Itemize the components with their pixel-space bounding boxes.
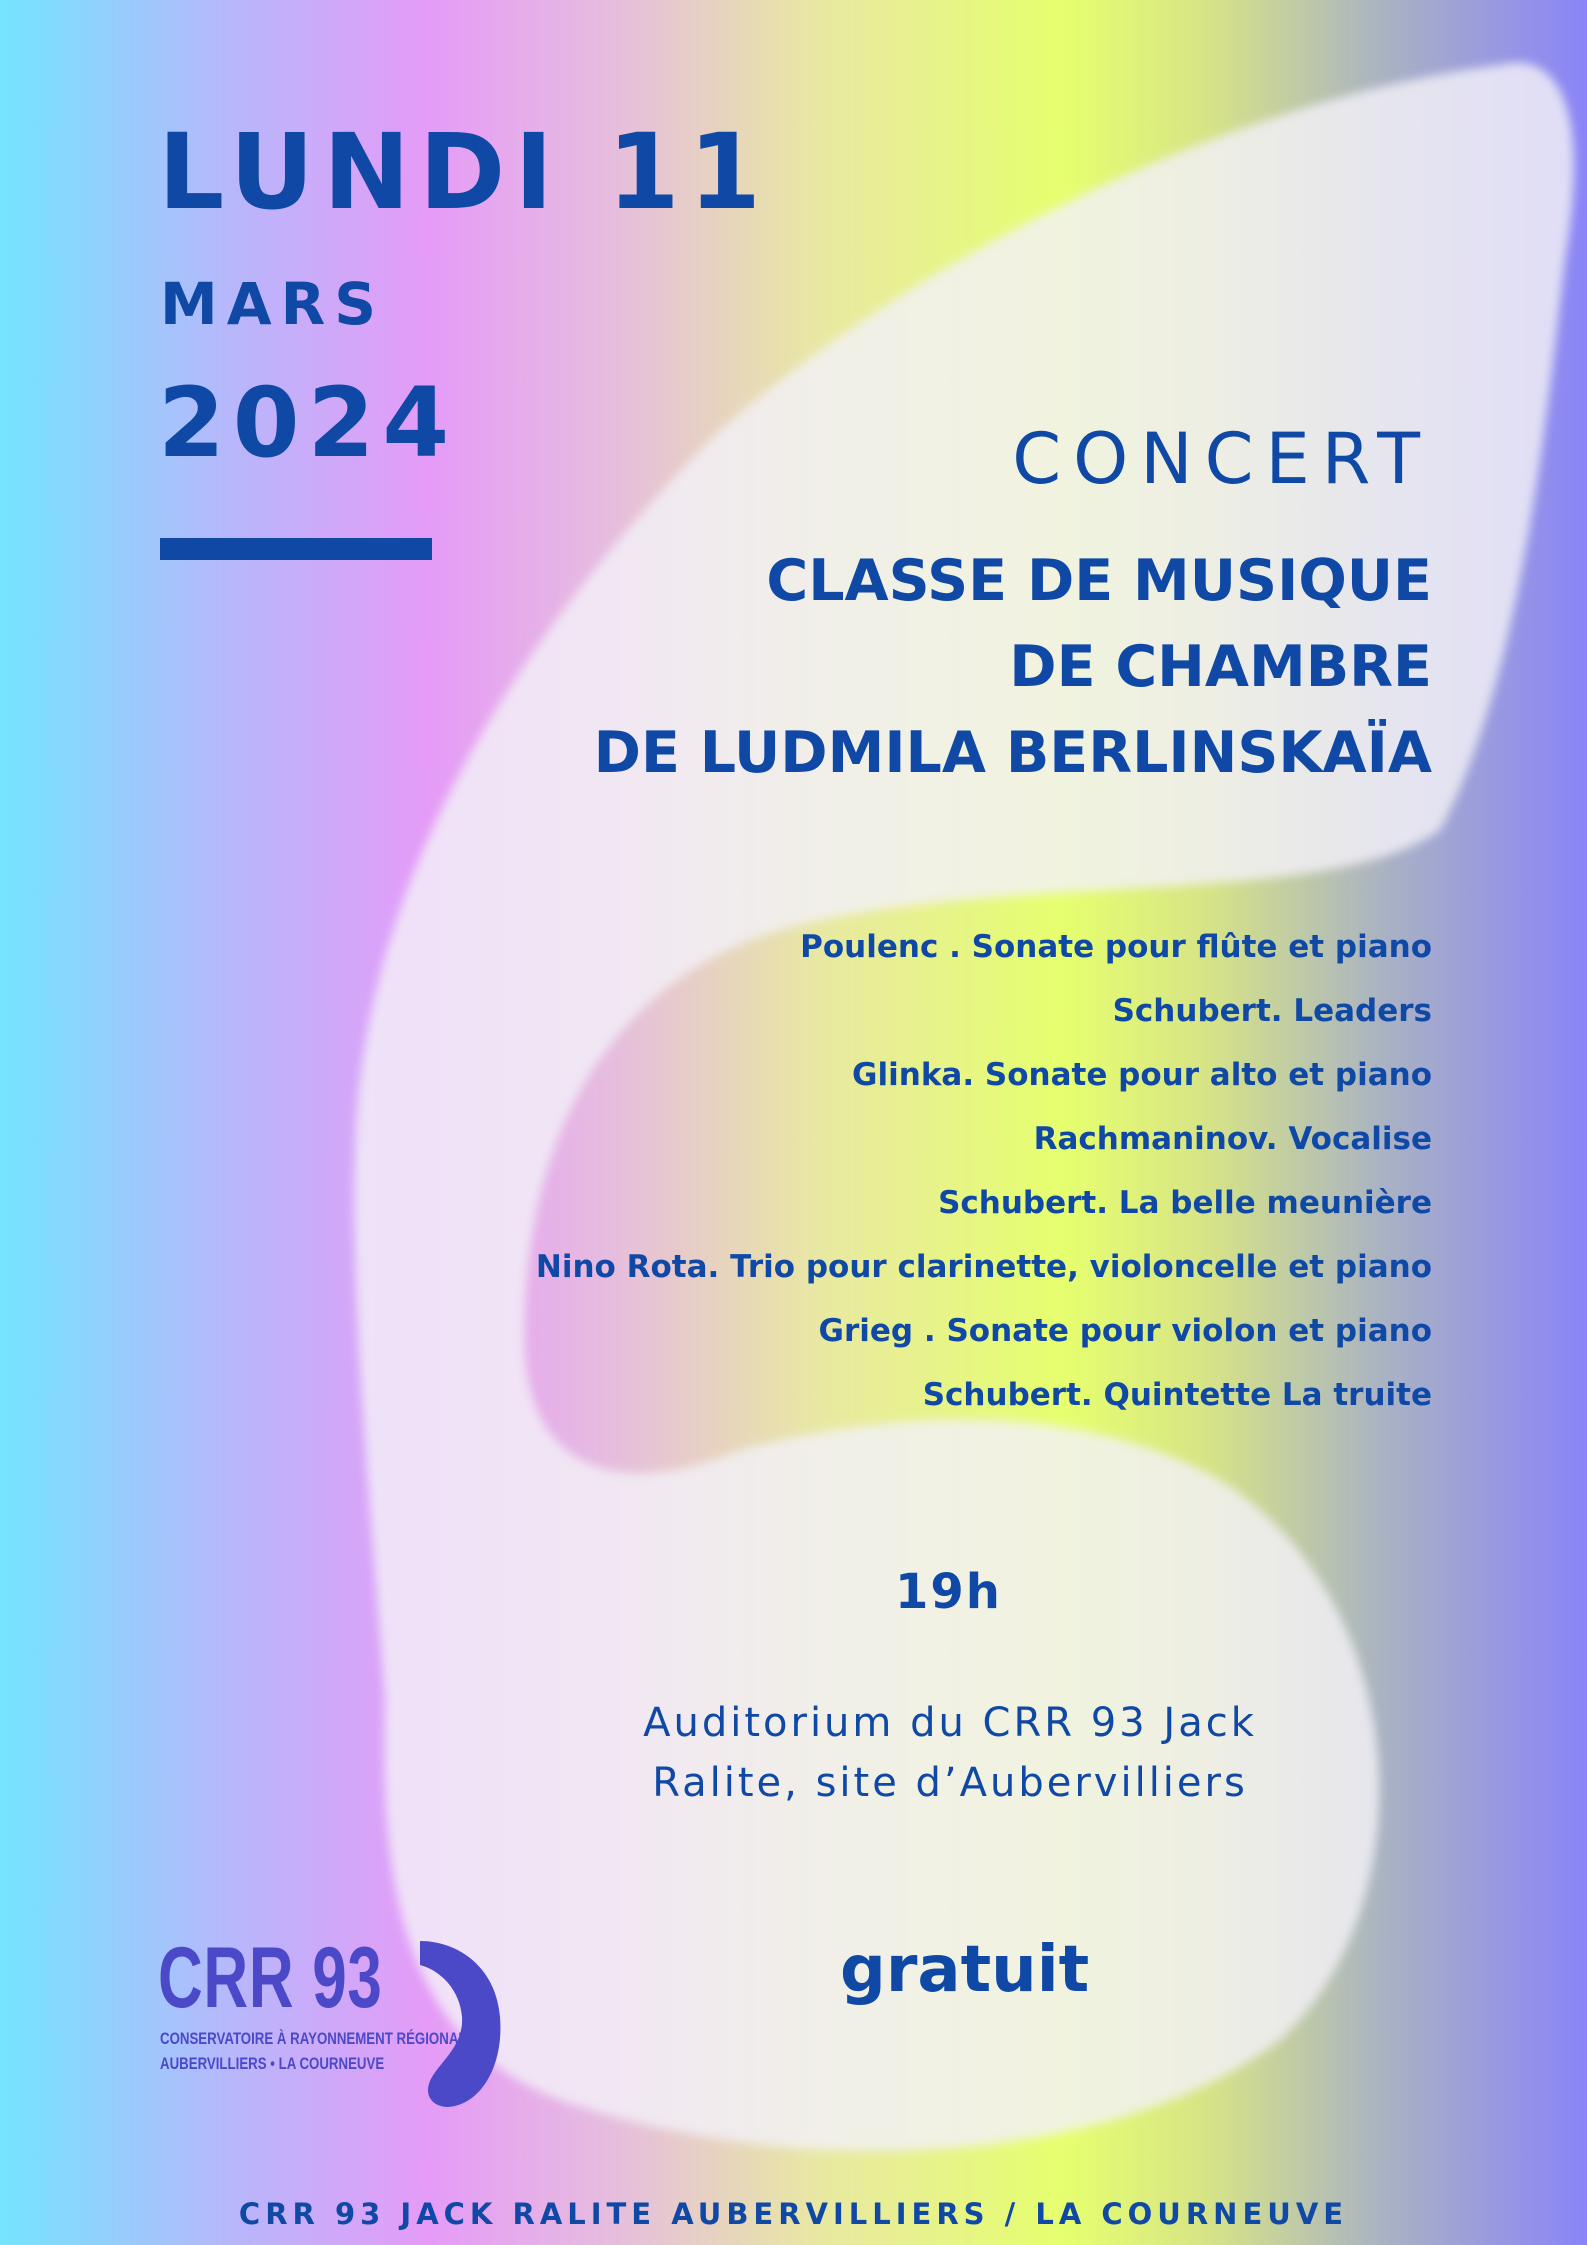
program-item: Schubert. Leaders bbox=[1112, 993, 1432, 1029]
program-item: Grieg . Sonate pour violon et piano bbox=[818, 1313, 1432, 1349]
event-year: 2024 bbox=[158, 367, 458, 479]
program-item: Poulenc . Sonate pour flûte et piano bbox=[800, 929, 1432, 965]
logo-subtitle: CONSERVATOIRE À RAYONNEMENT RÉGIONAL bbox=[160, 2029, 467, 2048]
divider bbox=[160, 538, 432, 560]
event-title-line: CLASSE DE MUSIQUE bbox=[766, 548, 1432, 614]
program-list bbox=[332, 915, 1432, 1427]
crr93-logo bbox=[158, 1930, 508, 2125]
program-item: Nino Rota. Trio pour clarinette, violoncelle et piano bbox=[535, 1249, 1432, 1285]
event-kind: CONCERT bbox=[1012, 418, 1432, 500]
event-venue bbox=[585, 1693, 1315, 1813]
program-item: Rachmaninov. Vocalise bbox=[1033, 1121, 1432, 1157]
program-item: Schubert. Quintette La truite bbox=[922, 1377, 1432, 1413]
event-month: MARS bbox=[160, 270, 386, 338]
event-title-line: DE LUDMILA BERLINSKAÏA bbox=[593, 720, 1432, 786]
program-item: Glinka. Sonate pour alto et piano bbox=[852, 1057, 1432, 1093]
venue-line: Auditorium du CRR 93 Jack bbox=[643, 1700, 1257, 1746]
event-title bbox=[532, 538, 1432, 796]
venue-line: Ralite, site d’Aubervilliers bbox=[652, 1760, 1248, 1806]
program-item: Schubert. La belle meunière bbox=[938, 1185, 1432, 1221]
event-title-line: DE CHAMBRE bbox=[1009, 634, 1432, 700]
logo-subtitle: AUBERVILLIERS • LA COURNEUVE bbox=[160, 2054, 385, 2073]
event-day: LUNDI 11 bbox=[158, 111, 771, 233]
logo-name: CRR 93 bbox=[158, 1930, 383, 2026]
event-time: 19h bbox=[895, 1564, 1002, 1620]
footer-text: CRR 93 JACK RALITE AUBERVILLIERS / LA COURNEUVE bbox=[238, 2197, 1349, 2231]
event-price: gratuit bbox=[840, 1933, 1090, 2007]
